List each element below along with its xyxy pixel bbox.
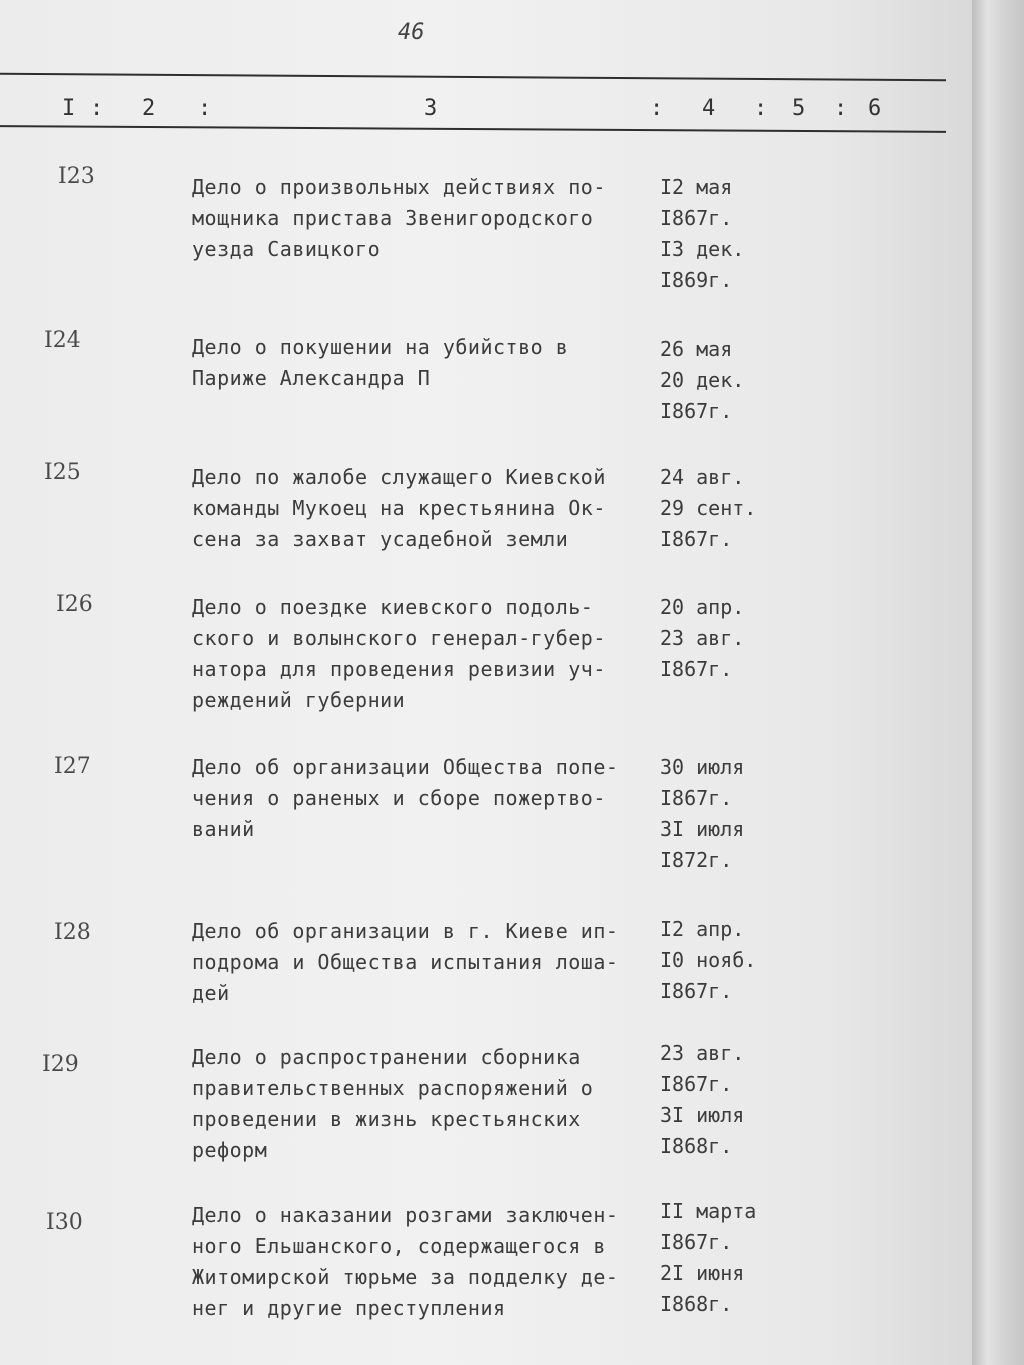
column-separator: : [650,96,664,121]
record-dates: 30 июля I867г. 3I июля I872г. [660,755,745,872]
column-3-header: 3 [424,96,438,121]
record-dates: 24 авг. 29 сент. I867г. [660,465,757,551]
record-dates: 23 авг. I867г. 3I июля I868г. [660,1041,745,1158]
column-header-row [0,96,972,126]
record-number: I27 [54,754,91,779]
column-5-header: 5 [792,96,806,121]
record-dates: 26 мая 20 дек. I867г. [660,337,745,423]
record-title: Дело о покушении на убийство в Париже Александра П [192,335,569,390]
record-title: Дело о наказании розгами заключен- ного Ельшанского, содержащегося в Житомирской тюрьме за подделку де- нег и другие преступления [192,1203,619,1320]
column-2-header: 2 [142,96,156,121]
record-title: Дело о распространении сборника правительственных распоряжений о проведении в жизнь крестьянских реформ [192,1045,594,1162]
column-1-header: I [62,96,76,121]
page-number: 46 [398,20,425,45]
record-title: Дело об организации в г. Киеве ип- подрома и Общества испытания лоша- дей [192,919,619,1005]
record-title: Дело по жалобе служащего Киевской команды Мукоец на крестьянина Ок- сена за захват усадебной земли [192,465,606,551]
record-title: Дело об организации Общества попе- чения о раненых и сборе пожертво- ваний [192,755,619,841]
underlying-page-edge [972,0,1024,1365]
record-number: I30 [46,1210,83,1235]
column-separator: : [90,96,104,121]
record-dates: 20 апр. 23 авг. I867г. [660,595,745,681]
record-number: I23 [58,164,95,189]
record-number: I24 [44,328,81,353]
record-dates: I2 мая I867г. I3 дек. I869г. [660,175,745,292]
record-title: Дело о произвольных действиях по- мощника пристава Звенигородского уезда Савицкого [192,175,606,261]
column-4-header: 4 [702,96,716,121]
record-number: I29 [42,1052,79,1077]
column-separator: : [754,96,768,121]
record-number: I26 [56,592,93,617]
record-number: I28 [54,920,91,945]
record-title: Дело о поездке киевского подоль- ского и волынского генерал-губер- натора для проведения ревизии уч- реждений губернии [192,595,606,712]
record-number: I25 [44,460,81,485]
column-separator: : [834,96,848,121]
record-dates: II марта I867г. 2I июня I868г. [660,1199,757,1316]
record-dates: I2 апр. I0 нояб. I867г. [660,917,757,1003]
column-separator: : [198,96,212,121]
column-6-header: 6 [868,96,882,121]
